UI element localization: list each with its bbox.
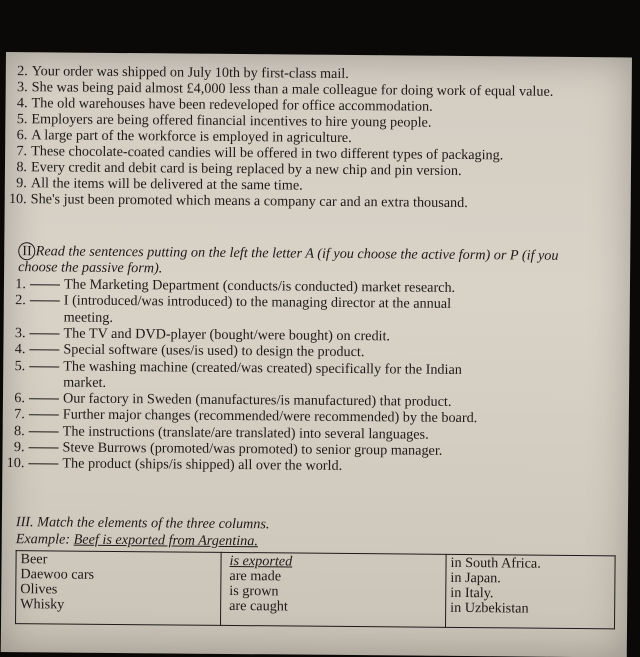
item-text: market. <box>63 374 107 391</box>
item-text: The old warehouses have been redeveloped for office accommodation. <box>31 95 433 115</box>
section-2-numeral: II <box>18 242 36 260</box>
item-number: 7. <box>16 143 28 160</box>
item-number: 5. <box>16 111 28 128</box>
example-label: Example: <box>15 531 71 548</box>
item-number: 4. <box>14 341 26 358</box>
place-option: in Uzbekistan <box>450 599 529 617</box>
subject-option: Beer <box>20 551 48 568</box>
item-text: Further major changes (recommended/were recommended) by the board. <box>62 406 478 427</box>
item-number: 1. <box>15 276 27 293</box>
item-number: 7. <box>14 406 25 423</box>
verb-option: is grown <box>229 582 279 600</box>
item-text: The TV and DVD-player (bought/were bought) on credit. <box>63 325 391 345</box>
item-number: 9. <box>13 439 25 456</box>
item-number: 8. <box>13 422 25 439</box>
item-number: 2. <box>15 292 26 309</box>
item-text: A large part of the workforce is employed in agriculture. <box>31 127 352 147</box>
item-number: 3. <box>16 79 28 96</box>
place-option: in Italy. <box>450 584 494 602</box>
item-text: All the items will be delivered at the same time. <box>30 175 303 194</box>
matching-table <box>15 550 616 629</box>
place-option: in South Africa. <box>450 554 541 572</box>
column-places <box>445 554 615 628</box>
subject-option: Olives <box>20 581 58 598</box>
column-subjects <box>16 551 222 626</box>
answer-blank[interactable] <box>29 446 59 448</box>
answer-blank[interactable] <box>30 332 60 334</box>
item-text: I (introduced/was introduced) to the managing director at the annual <box>63 292 452 313</box>
item-number: 6. <box>14 390 26 407</box>
section-1-item <box>6 63 632 82</box>
item-text: Employers are being offered financial incentives to hire young people. <box>31 111 432 131</box>
item-text: Your order was shipped on July 10th by first-class mail. <box>31 63 349 82</box>
answer-blank[interactable] <box>28 463 58 465</box>
item-text: She's just been promoted which means a company car and an extra thousand. <box>30 191 468 212</box>
section-3-title: III. Match the elements of the three columns. <box>15 514 270 533</box>
answer-blank[interactable] <box>30 300 60 302</box>
item-number: 5. <box>14 357 26 374</box>
example-sentence: Beef is exported from Argentina. <box>73 531 259 550</box>
verb-option: are caught <box>229 597 288 615</box>
item-text: Our factory in Sweden (manufactures/is manufactured) that product. <box>62 390 452 410</box>
column-verbs <box>221 552 447 627</box>
item-text: The washing machine (created/was created) specifically for the Indian <box>63 358 462 378</box>
answer-blank[interactable] <box>30 283 60 285</box>
answer-blank[interactable] <box>29 414 59 416</box>
subject-option: Whisky <box>20 596 65 613</box>
section-2-instruction-line2: choose the passive form). <box>18 259 163 277</box>
section-1-item <box>5 191 631 212</box>
item-number: 3. <box>14 324 26 342</box>
item-number: 10. <box>8 191 27 208</box>
answer-blank[interactable] <box>29 397 59 399</box>
section-1-list <box>6 52 632 212</box>
item-text: She was being paid almost £4,000 less than a male colleague for doing work of equal value. <box>31 79 554 100</box>
item-text: The Marketing Department (conducts/is conducted) market research. <box>63 276 456 296</box>
item-text: Steve Burrows (promoted/was promoted) to senior group manager. <box>62 439 443 459</box>
section-2-instruction-line1: Read the sentences putting on the left the letter A (if you choose the active form) or P (if you <box>35 243 559 264</box>
item-text: The product (ships/is shipped) all over the world. <box>62 455 343 475</box>
item-number: 9. <box>16 175 27 192</box>
item-text: meeting. <box>63 309 114 326</box>
section-3-example <box>16 531 258 549</box>
verb-option: is exported <box>229 552 293 570</box>
verb-option: are made <box>229 567 282 585</box>
item-number: 4. <box>16 95 28 112</box>
item-number: 8. <box>16 159 28 176</box>
answer-blank[interactable] <box>29 365 59 367</box>
item-text: Special software (uses/is used) to design the product. <box>63 341 365 361</box>
subject-option: Daewoo cars <box>20 566 95 583</box>
answer-blank[interactable] <box>29 430 59 432</box>
item-number: 2. <box>17 63 28 80</box>
item-text: Every credit and debit card is being replaced by a new chip and pin version. <box>30 159 462 179</box>
place-option: in Japan. <box>450 569 501 587</box>
item-number: 6. <box>16 127 28 144</box>
textbook-page <box>1 52 632 657</box>
item-text: The instructions (translate/are translated) into several languages. <box>62 423 429 443</box>
item-text: These chocolate-coated candies will be offered in two different types of packaging. <box>31 143 504 164</box>
answer-blank[interactable] <box>29 348 59 350</box>
item-number: 10. <box>6 455 25 472</box>
